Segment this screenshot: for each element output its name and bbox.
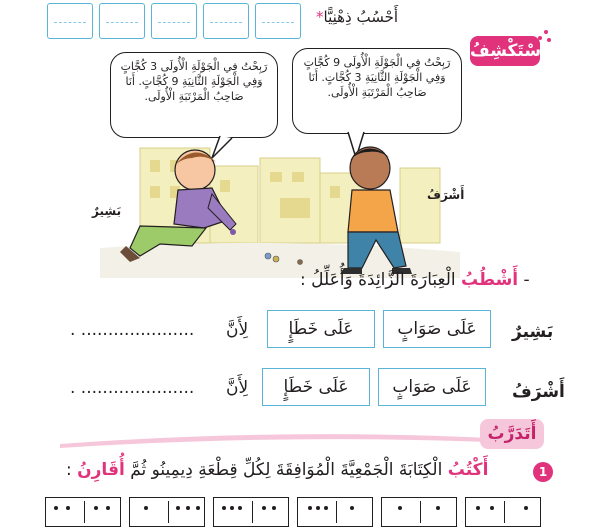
ashraf-name-label: أَشْرَفُ xyxy=(427,188,465,202)
domino-6 xyxy=(465,497,541,527)
keyword-cross-out: أَشْطُبُ xyxy=(461,270,519,290)
answer-box-3[interactable] xyxy=(151,3,197,39)
domino-row xyxy=(45,497,555,527)
row1-because: لِأَنَّ xyxy=(226,320,249,340)
row2-because: لِأَنَّ xyxy=(226,378,249,398)
domino-5 xyxy=(381,497,457,527)
answer-box-4[interactable] xyxy=(203,3,249,39)
domino-3 xyxy=(213,497,289,527)
marbles-game-illustration xyxy=(100,128,460,278)
speech-bubble-ashraf xyxy=(292,48,462,134)
practice-instruction-colon: : xyxy=(66,460,72,480)
domino-2 xyxy=(129,497,205,527)
row2-wrong-option[interactable]: عَلَى خَطَإٍ xyxy=(262,368,370,406)
bubble-text-bashir: رَبِحْتُ فِي الْجَوْلَةِ الْأُولَى 3 كُجَّاتٍ وَفِي الْجَوْلَةِ الثَّانِيَةِ 9 كُجَّاتٍ. أَنَا صَاحِبُ الْمَرْتَبَةِ الْأُولَى. xyxy=(120,60,268,103)
domino-4 xyxy=(297,497,373,527)
bubble-text-ashraf: رَبِحْتُ فِي الْجَوْلَةِ الْأُولَى 9 كُجَّاتٍ وَفِي الْجَوْلَةِ الثَّانِيَةِ 3 كُجَّاتٍ. أَنَا صَاحِبُ الْمَرْتَبَةِ الْأُولَى. xyxy=(303,56,451,99)
bubble-tail-left xyxy=(212,136,232,158)
domino-1 xyxy=(45,497,121,527)
asterisk: * xyxy=(316,8,324,26)
marble-1 xyxy=(265,253,271,259)
answer-box-5[interactable] xyxy=(255,3,301,39)
row1-correct-option[interactable]: عَلَى صَوَابٍ xyxy=(383,310,491,348)
marble-3 xyxy=(298,260,303,265)
row2-name: أَشْرَفُ xyxy=(512,382,565,402)
answer-box-1[interactable] xyxy=(47,3,93,39)
speech-bubble-bashir xyxy=(110,52,278,138)
instruction-dash: - xyxy=(523,270,530,290)
practice-divider-band xyxy=(60,430,490,448)
row2-correct-option[interactable]: عَلَى صَوَابٍ xyxy=(378,368,486,406)
practice-tag: أَتَدَرَّبُ xyxy=(480,419,544,449)
row1-name: بَشِيرٌ xyxy=(512,322,554,342)
exercise-number-badge: 1 xyxy=(533,462,553,482)
marble-2 xyxy=(273,256,279,262)
bashir-name-label: بَشِيرٌ xyxy=(92,204,122,218)
exercise-instruction xyxy=(300,270,530,290)
row1-answer-line[interactable]: ..................... . xyxy=(70,320,195,340)
practice-instruction xyxy=(66,460,488,480)
tag-decoration-dots xyxy=(538,30,552,44)
mental-math-label xyxy=(316,8,398,26)
keyword-compare: أُقَارِنُ xyxy=(77,460,125,480)
answer-box-2[interactable] xyxy=(99,3,145,39)
discover-tag: أَسْتَكْشِفُ xyxy=(470,36,540,66)
keyword-write: أَكْتُبُ xyxy=(447,460,489,480)
row2-answer-line[interactable]: ..................... . xyxy=(70,378,195,398)
instruction-rest: الْعِبَارَةَ الزَّائِدَةَ وَأُعَلِّلُ : xyxy=(300,270,456,290)
practice-instruction-middle: الْكِتَابَةَ الْجَمْعِيَّةَ الْمُوَافِقَةَ لِكُلِّ قِطْعَةِ دِيمِينُو ثُمَّ xyxy=(130,460,443,480)
mental-math-text: أَحْسُبُ ذِهْنِيًّا xyxy=(323,8,399,26)
row1-wrong-option[interactable]: عَلَى خَطَإٍ xyxy=(267,310,375,348)
